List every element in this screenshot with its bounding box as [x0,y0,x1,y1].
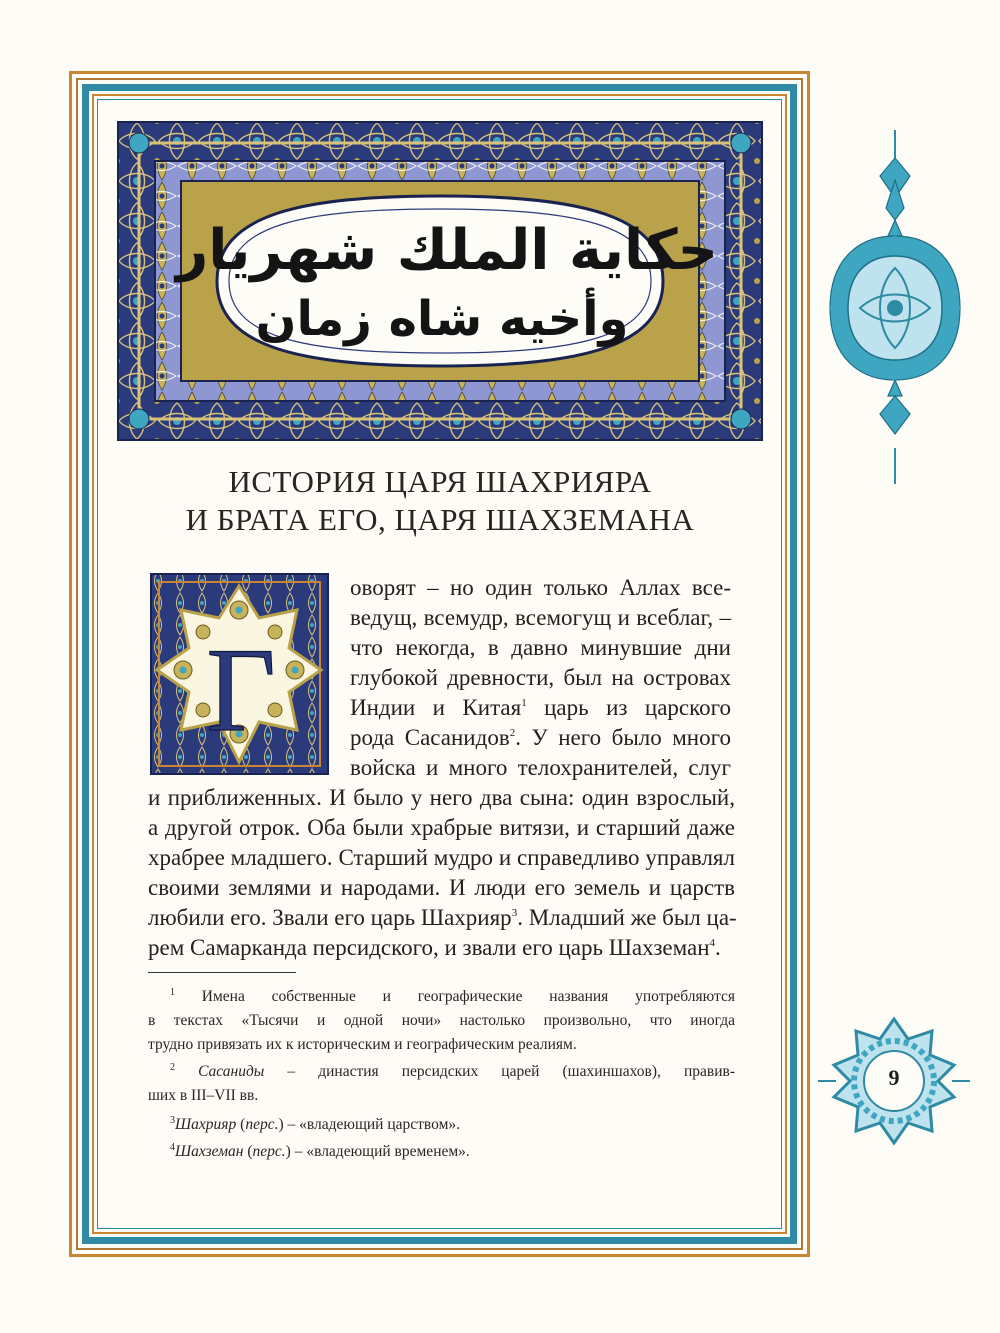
footnote-separator [148,972,296,973]
body-text: . [715,935,721,960]
footnote-text: – «владеющий временем». [290,1143,470,1160]
body-line: своими землями и народами. И люди его земель и царств [148,875,735,900]
footnote-ref[interactable]: 1 [521,697,527,709]
footnote-term: Шахрияр [175,1116,237,1133]
drop-cap-letter: Г [206,623,276,756]
footnote-number: 2 [170,1062,175,1073]
footnote-ref[interactable]: 4 [709,937,716,949]
footnote-1-cont: в текстах «Тысячи и одной ночи» настолько произвольно, что иногда [148,1012,735,1029]
footnote-term: Шахземан [175,1143,244,1160]
footnote-number: 4 [170,1142,175,1153]
body-line [350,693,731,723]
body-text: любили его. Звали его царь Шахрияр [148,905,512,930]
body-line [350,723,731,753]
page-number: 9 [888,1065,900,1090]
footnote-2-cont: ших в III–VII вв. [148,1087,259,1104]
body-line: храбрее младшего. Старший мудро и справедливо управлял [148,845,735,870]
footnote-term: Сасаниды [198,1063,265,1080]
body-line: оворят – но один только Аллах все- [350,575,731,600]
body-text: царь из царского [526,695,731,720]
body-text: Индии и Китая [350,695,522,720]
body-text: . У него было много [515,725,731,750]
arabesque-frame [117,121,763,441]
medallion-icon [820,128,970,488]
footnote-ref[interactable]: 2 [509,727,516,739]
body-text: рем Самарканда персидского, и звали его царь Шахземан [148,935,710,960]
footnote-1 [170,985,735,1009]
chapter-title-line2: И БРАТА ЕГО, ЦАРЯ ШАХЗЕМАНА [185,502,695,537]
body-text: рода Сасанидов [350,725,510,750]
footnote-text: – «владеющий царством». [283,1116,461,1133]
drop-cap-ornament [147,570,332,778]
footnote-4: $^4$Шахземан (перс.) – «владеющий временем». [170,1142,470,1160]
body-line: и приближенных. И было у него два сына: один взрослый, [148,785,735,810]
header-ornament-panel [117,121,763,441]
body-line: глубокой древности, был на островах [350,665,731,690]
footnote-2 [170,1060,735,1084]
footnote-ref[interactable]: 3 [511,907,518,919]
side-medallion-ornament [820,128,970,488]
footnote-1-cont: трудно привязать их к историческим и географическим реалиям. [148,1036,577,1053]
footnote-abbrev: перс. [252,1143,286,1160]
chapter-title-line1: ИСТОРИЯ ЦАРЯ ШАХРИЯРА [228,464,652,499]
footnote-abbrev: перс. [245,1116,279,1133]
arabic-title-line1: حكاية الملك شهريار [176,218,718,283]
body-line: что некогда, в давно минувшие дни [350,635,731,660]
illuminated-drop-cap [147,570,332,778]
body-line [148,903,735,933]
footnote-text: Имена собственные и географические названия употребляются [175,988,735,1005]
body-line: ведущ, всемудр, всемогущ и всеблаг, – [350,605,731,630]
footnote-text: – династия персидских царей (шахиншахов), правив- [264,1063,735,1080]
footnote-number: 1 [170,987,175,998]
body-line [148,933,738,963]
footnote-number: 3 [170,1115,175,1126]
body-text: . Младший же был ца- [517,905,737,930]
body-line: войска и много телохранителей, слуг [350,755,731,780]
arabic-title-line2: وأخيه شاه زمان [255,291,629,347]
footnote-3: $^3$Шахрияр (перс.) – «владеющий царством». [170,1115,461,1133]
body-line: а другой отрок. Оба были храбрые витязи, и старший даже [148,815,735,840]
